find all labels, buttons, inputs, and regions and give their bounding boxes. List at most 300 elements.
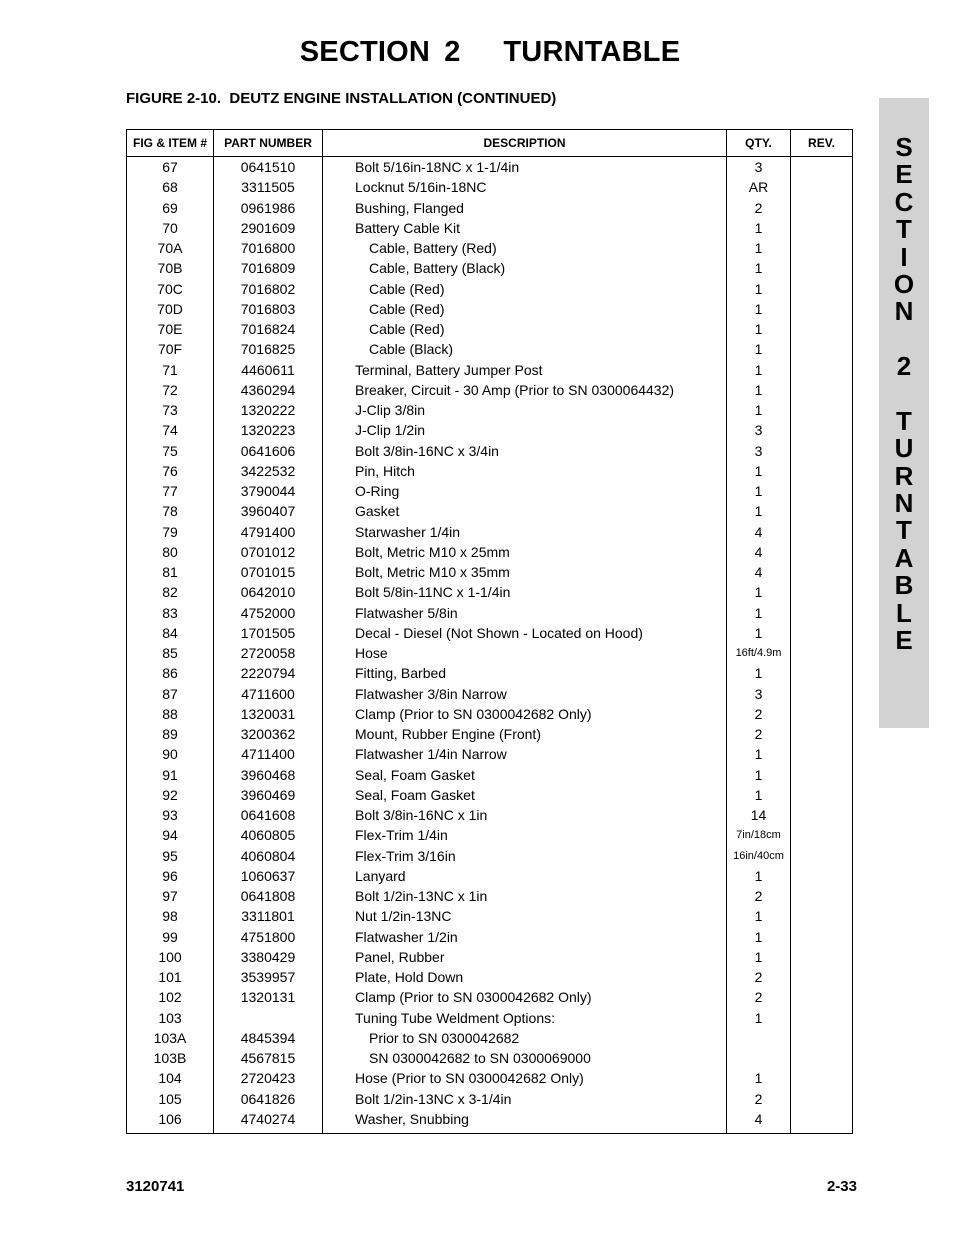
description-cell: Starwasher 1/4in xyxy=(323,522,727,542)
table-row xyxy=(127,441,853,461)
part-number-cell: 2901609 xyxy=(214,218,323,238)
part-number-cell: 0701012 xyxy=(214,542,323,562)
table-row xyxy=(127,663,853,683)
qty-cell: 2 xyxy=(727,724,791,744)
qty-cell: 1 xyxy=(727,1068,791,1088)
qty-cell: 1 xyxy=(727,299,791,319)
part-number-cell: 4740274 xyxy=(214,1109,323,1134)
part-number-cell: 3960469 xyxy=(214,785,323,805)
fig-item-cell: 70D xyxy=(127,299,214,319)
part-number-cell: 0961986 xyxy=(214,198,323,218)
fig-item-cell: 104 xyxy=(127,1068,214,1088)
fig-item-cell: 81 xyxy=(127,562,214,582)
description-cell: Flex-Trim 3/16in xyxy=(323,846,727,866)
side-tab-letter: 2 xyxy=(896,351,912,382)
fig-item-cell: 103 xyxy=(127,1008,214,1028)
description-cell: Hose (Prior to SN 0300042682 Only) xyxy=(323,1068,727,1088)
description-cell: Lanyard xyxy=(323,866,727,886)
rev-cell xyxy=(791,744,853,764)
qty-cell: 2 xyxy=(727,1089,791,1109)
table-row xyxy=(127,623,853,643)
fig-item-cell: 89 xyxy=(127,724,214,744)
rev-cell xyxy=(791,906,853,926)
rev-cell xyxy=(791,805,853,825)
part-number-cell: 0642010 xyxy=(214,582,323,602)
side-tab-letter: U xyxy=(894,433,914,464)
fig-item-cell: 77 xyxy=(127,481,214,501)
qty-cell: 1 xyxy=(727,1008,791,1028)
description-cell: Flex-Trim 1/4in xyxy=(323,825,727,845)
rev-cell xyxy=(791,603,853,623)
rev-cell xyxy=(791,582,853,602)
col-header-rev: REV. xyxy=(791,130,853,157)
table-row xyxy=(127,886,853,906)
table-row xyxy=(127,420,853,440)
qty-cell: 1 xyxy=(727,400,791,420)
part-number-cell: 0641808 xyxy=(214,886,323,906)
rev-cell xyxy=(791,481,853,501)
part-number-cell: 3960468 xyxy=(214,765,323,785)
rev-cell xyxy=(791,258,853,278)
part-number-cell: 1320223 xyxy=(214,420,323,440)
table-row xyxy=(127,360,853,380)
qty-cell: 4 xyxy=(727,542,791,562)
table-row xyxy=(127,906,853,926)
description-cell: Bolt 1/2in-13NC x 1in xyxy=(323,886,727,906)
rev-cell xyxy=(791,441,853,461)
qty-cell: 3 xyxy=(727,684,791,704)
description-cell: Bolt 1/2in-13NC x 3-1/4in xyxy=(323,1089,727,1109)
description-cell: Bolt 5/16in-18NC x 1-1/4in xyxy=(323,157,727,178)
table-row xyxy=(127,177,853,197)
part-number-cell: 2220794 xyxy=(214,663,323,683)
description-cell: Cable, Battery (Black) xyxy=(323,258,727,278)
fig-item-cell: 83 xyxy=(127,603,214,623)
rev-cell xyxy=(791,400,853,420)
description-cell: Terminal, Battery Jumper Post xyxy=(323,360,727,380)
side-tab-letter: T xyxy=(896,405,912,436)
description-cell: Cable (Red) xyxy=(323,279,727,299)
part-number-cell: 4460611 xyxy=(214,360,323,380)
qty-cell: 2 xyxy=(727,198,791,218)
qty-cell: 1 xyxy=(727,765,791,785)
qty-cell: 1 xyxy=(727,744,791,764)
qty-cell: 1 xyxy=(727,319,791,339)
table-row xyxy=(127,157,853,178)
part-number-cell: 7016802 xyxy=(214,279,323,299)
rev-cell xyxy=(791,765,853,785)
fig-item-cell: 70A xyxy=(127,238,214,258)
description-cell: Decal - Diesel (Not Shown - Located on Hood) xyxy=(323,623,727,643)
fig-item-cell: 102 xyxy=(127,987,214,1007)
description-cell: Cable (Black) xyxy=(323,339,727,359)
qty-cell: 1 xyxy=(727,461,791,481)
qty-cell xyxy=(727,1028,791,1048)
part-number-cell: 3380429 xyxy=(214,947,323,967)
qty-cell: 3 xyxy=(727,441,791,461)
part-number-cell: 3422532 xyxy=(214,461,323,481)
description-cell: Bolt 3/8in-16NC x 3/4in xyxy=(323,441,727,461)
qty-cell: 1 xyxy=(727,380,791,400)
description-cell: J-Clip 1/2in xyxy=(323,420,727,440)
fig-item-cell: 97 xyxy=(127,886,214,906)
rev-cell xyxy=(791,177,853,197)
part-number-cell: 1701505 xyxy=(214,623,323,643)
qty-cell: 1 xyxy=(727,339,791,359)
description-cell: Cable (Red) xyxy=(323,319,727,339)
rev-cell xyxy=(791,684,853,704)
rev-cell xyxy=(791,866,853,886)
description-cell: Cable (Red) xyxy=(323,299,727,319)
rev-cell xyxy=(791,339,853,359)
rev-cell xyxy=(791,1068,853,1088)
qty-cell: 1 xyxy=(727,866,791,886)
part-number-cell: 1320131 xyxy=(214,987,323,1007)
table-row xyxy=(127,643,853,663)
rev-cell xyxy=(791,522,853,542)
description-cell: Bushing, Flanged xyxy=(323,198,727,218)
rev-cell xyxy=(791,1048,853,1068)
part-number-cell: 4060804 xyxy=(214,846,323,866)
side-tab-letter: O xyxy=(893,268,915,299)
qty-cell: 1 xyxy=(727,501,791,521)
side-tab-letter: E xyxy=(895,159,913,190)
part-number-cell: 1320222 xyxy=(214,400,323,420)
fig-item-cell: 70 xyxy=(127,218,214,238)
fig-item-cell: 94 xyxy=(127,825,214,845)
table-row xyxy=(127,198,853,218)
side-tab-letter: N xyxy=(894,296,914,327)
description-cell: Panel, Rubber xyxy=(323,947,727,967)
table-row xyxy=(127,704,853,724)
fig-item-cell: 68 xyxy=(127,177,214,197)
fig-item-cell: 78 xyxy=(127,501,214,521)
table-row xyxy=(127,542,853,562)
description-cell: Clamp (Prior to SN 0300042682 Only) xyxy=(323,987,727,1007)
col-header-fig-item: FIG & ITEM # xyxy=(127,130,214,157)
part-number-cell: 4752000 xyxy=(214,603,323,623)
description-cell: Bolt 3/8in-16NC x 1in xyxy=(323,805,727,825)
part-number-cell: 2720423 xyxy=(214,1068,323,1088)
fig-item-cell: 69 xyxy=(127,198,214,218)
qty-cell: 1 xyxy=(727,603,791,623)
fig-item-cell: 67 xyxy=(127,157,214,178)
rev-cell xyxy=(791,643,853,663)
table-row xyxy=(127,481,853,501)
table-row xyxy=(127,562,853,582)
part-number-cell: 7016824 xyxy=(214,319,323,339)
description-cell: Bolt, Metric M10 x 25mm xyxy=(323,542,727,562)
table-row xyxy=(127,724,853,744)
rev-cell xyxy=(791,1109,853,1134)
part-number-cell: 3790044 xyxy=(214,481,323,501)
table-row xyxy=(127,987,853,1007)
table-row xyxy=(127,765,853,785)
qty-cell xyxy=(727,1048,791,1068)
fig-item-cell: 82 xyxy=(127,582,214,602)
side-tab-letter: C xyxy=(894,186,914,217)
part-number-cell: 0641510 xyxy=(214,157,323,178)
part-number-cell: 4360294 xyxy=(214,380,323,400)
side-tab-letter: E xyxy=(895,625,913,656)
fig-item-cell: 74 xyxy=(127,420,214,440)
table-row xyxy=(127,1089,853,1109)
qty-cell: 3 xyxy=(727,157,791,178)
qty-cell: 1 xyxy=(727,360,791,380)
fig-item-cell: 85 xyxy=(127,643,214,663)
fig-item-cell: 98 xyxy=(127,906,214,926)
section-side-tab xyxy=(879,98,929,728)
rev-cell xyxy=(791,319,853,339)
description-cell: Bolt 5/8in-11NC x 1-1/4in xyxy=(323,582,727,602)
part-number-cell: 4751800 xyxy=(214,927,323,947)
part-number-cell: 7016809 xyxy=(214,258,323,278)
description-cell: J-Clip 3/8in xyxy=(323,400,727,420)
qty-cell: 1 xyxy=(727,663,791,683)
col-header-qty: QTY. xyxy=(727,130,791,157)
fig-item-cell: 73 xyxy=(127,400,214,420)
qty-cell: 1 xyxy=(727,481,791,501)
fig-item-cell: 99 xyxy=(127,927,214,947)
description-cell: Flatwasher 5/8in xyxy=(323,603,727,623)
table-row xyxy=(127,400,853,420)
description-cell: SN 0300042682 to SN 0300069000 xyxy=(323,1048,727,1068)
fig-item-cell: 93 xyxy=(127,805,214,825)
part-number-cell: 0641826 xyxy=(214,1089,323,1109)
description-cell: Plate, Hold Down xyxy=(323,967,727,987)
section-title: SECTION 2 TURNTABLE xyxy=(299,36,681,68)
rev-cell xyxy=(791,279,853,299)
fig-item-cell: 71 xyxy=(127,360,214,380)
fig-item-cell: 101 xyxy=(127,967,214,987)
side-tab-letter: S xyxy=(895,132,913,162)
description-cell: Pin, Hitch xyxy=(323,461,727,481)
table-row xyxy=(127,1048,853,1068)
qty-cell: 16in/40cm xyxy=(727,846,791,866)
fig-item-cell: 88 xyxy=(127,704,214,724)
description-cell: Flatwasher 1/4in Narrow xyxy=(323,744,727,764)
fig-item-cell: 103A xyxy=(127,1028,214,1048)
description-cell: Seal, Foam Gasket xyxy=(323,785,727,805)
rev-cell xyxy=(791,623,853,643)
description-cell: Flatwasher 3/8in Narrow xyxy=(323,684,727,704)
description-cell: Breaker, Circuit - 30 Amp (Prior to SN 0300064432) xyxy=(323,380,727,400)
side-tab-letter: T xyxy=(896,515,912,546)
fig-item-cell: 87 xyxy=(127,684,214,704)
qty-cell: 2 xyxy=(727,704,791,724)
side-tab-letter: A xyxy=(894,542,914,573)
qty-cell: 1 xyxy=(727,238,791,258)
table-header-row xyxy=(127,130,853,157)
table-row xyxy=(127,238,853,258)
description-cell: Flatwasher 1/2in xyxy=(323,927,727,947)
table-row xyxy=(127,744,853,764)
rev-cell xyxy=(791,562,853,582)
fig-item-cell: 70E xyxy=(127,319,214,339)
document-number: 3120741 xyxy=(126,1178,185,1195)
fig-item-cell: 72 xyxy=(127,380,214,400)
rev-cell xyxy=(791,198,853,218)
qty-cell: 2 xyxy=(727,967,791,987)
part-number-cell: 4060805 xyxy=(214,825,323,845)
part-number-cell: 0641608 xyxy=(214,805,323,825)
qty-cell: 4 xyxy=(727,1109,791,1134)
table-row xyxy=(127,1028,853,1048)
rev-cell xyxy=(791,825,853,845)
part-number-cell: 0701015 xyxy=(214,562,323,582)
table-row xyxy=(127,522,853,542)
qty-cell: 1 xyxy=(727,279,791,299)
table-row xyxy=(127,846,853,866)
table-row xyxy=(127,825,853,845)
qty-cell: 4 xyxy=(727,562,791,582)
rev-cell xyxy=(791,1028,853,1048)
side-tab-letter: B xyxy=(894,570,914,601)
fig-item-cell: 76 xyxy=(127,461,214,481)
part-number-cell: 7016800 xyxy=(214,238,323,258)
qty-cell: 1 xyxy=(727,623,791,643)
rev-cell xyxy=(791,420,853,440)
qty-cell: 2 xyxy=(727,886,791,906)
fig-item-cell: 105 xyxy=(127,1089,214,1109)
qty-cell: 1 xyxy=(727,582,791,602)
fig-item-cell: 70F xyxy=(127,339,214,359)
description-cell: Prior to SN 0300042682 xyxy=(323,1028,727,1048)
fig-item-cell: 70C xyxy=(127,279,214,299)
description-cell: Washer, Snubbing xyxy=(323,1109,727,1134)
description-cell: Bolt, Metric M10 x 35mm xyxy=(323,562,727,582)
fig-item-cell: 106 xyxy=(127,1109,214,1134)
qty-cell: 1 xyxy=(727,785,791,805)
rev-cell xyxy=(791,1089,853,1109)
fig-item-cell: 86 xyxy=(127,663,214,683)
fig-item-cell: 90 xyxy=(127,744,214,764)
fig-item-cell: 100 xyxy=(127,947,214,967)
description-cell: Battery Cable Kit xyxy=(323,218,727,238)
rev-cell xyxy=(791,785,853,805)
table-row xyxy=(127,319,853,339)
part-number-cell: 0641606 xyxy=(214,441,323,461)
col-header-description: DESCRIPTION xyxy=(323,130,727,157)
description-cell: O-Ring xyxy=(323,481,727,501)
part-number-cell: 7016803 xyxy=(214,299,323,319)
part-number-cell: 4845394 xyxy=(214,1028,323,1048)
table-row xyxy=(127,299,853,319)
description-cell: Fitting, Barbed xyxy=(323,663,727,683)
rev-cell xyxy=(791,218,853,238)
rev-cell xyxy=(791,663,853,683)
fig-item-cell: 92 xyxy=(127,785,214,805)
table-row xyxy=(127,380,853,400)
rev-cell xyxy=(791,461,853,481)
table-row xyxy=(127,947,853,967)
side-tab-letter: R xyxy=(894,460,914,491)
description-cell: Locknut 5/16in-18NC xyxy=(323,177,727,197)
rev-cell xyxy=(791,846,853,866)
qty-cell: 4 xyxy=(727,522,791,542)
side-tab-letter: N xyxy=(894,488,914,519)
rev-cell xyxy=(791,360,853,380)
description-cell: Hose xyxy=(323,643,727,663)
qty-cell: 3 xyxy=(727,420,791,440)
fig-item-cell: 75 xyxy=(127,441,214,461)
qty-cell: 1 xyxy=(727,906,791,926)
table-row xyxy=(127,501,853,521)
side-tab-letter: L xyxy=(896,597,912,628)
rev-cell xyxy=(791,380,853,400)
description-cell: Clamp (Prior to SN 0300042682 Only) xyxy=(323,704,727,724)
part-number-cell: 1320031 xyxy=(214,704,323,724)
qty-cell: 1 xyxy=(727,258,791,278)
description-cell: Tuning Tube Weldment Options: xyxy=(323,1008,727,1028)
table-row xyxy=(127,866,853,886)
part-number-cell: 4791400 xyxy=(214,522,323,542)
table-row xyxy=(127,805,853,825)
table-row xyxy=(127,603,853,623)
part-number-cell: 4567815 xyxy=(214,1048,323,1068)
table-row xyxy=(127,785,853,805)
part-number-cell: 4711600 xyxy=(214,684,323,704)
rev-cell xyxy=(791,1008,853,1028)
page-number: 2-33 xyxy=(826,1178,857,1195)
fig-item-cell: 84 xyxy=(127,623,214,643)
table-row xyxy=(127,1109,853,1134)
side-tab-letter: I xyxy=(900,241,908,272)
rev-cell xyxy=(791,238,853,258)
parts-table xyxy=(126,129,853,1134)
qty-cell: 1 xyxy=(727,218,791,238)
rev-cell xyxy=(791,987,853,1007)
description-cell: Nut 1/2in-13NC xyxy=(323,906,727,926)
description-cell: Cable, Battery (Red) xyxy=(323,238,727,258)
qty-cell: 1 xyxy=(727,947,791,967)
part-number-cell xyxy=(214,1008,323,1028)
rev-cell xyxy=(791,967,853,987)
fig-item-cell: 91 xyxy=(127,765,214,785)
side-tab-letters xyxy=(879,134,929,654)
table-row xyxy=(127,461,853,481)
table-row xyxy=(127,967,853,987)
part-number-cell: 3960407 xyxy=(214,501,323,521)
rev-cell xyxy=(791,927,853,947)
table-row xyxy=(127,218,853,238)
rev-cell xyxy=(791,299,853,319)
qty-cell: 16ft/4.9m xyxy=(727,643,791,663)
part-number-cell: 3539957 xyxy=(214,967,323,987)
table-row xyxy=(127,582,853,602)
rev-cell xyxy=(791,157,853,178)
fig-item-cell: 80 xyxy=(127,542,214,562)
rev-cell xyxy=(791,724,853,744)
fig-item-cell: 79 xyxy=(127,522,214,542)
part-number-cell: 3200362 xyxy=(214,724,323,744)
col-header-part-number: PART NUMBER xyxy=(214,130,323,157)
rev-cell xyxy=(791,542,853,562)
table-row xyxy=(127,339,853,359)
rev-cell xyxy=(791,501,853,521)
qty-cell: AR xyxy=(727,177,791,197)
part-number-cell: 3311801 xyxy=(214,906,323,926)
qty-cell: 2 xyxy=(727,987,791,1007)
table-row xyxy=(127,1068,853,1088)
fig-item-cell: 95 xyxy=(127,846,214,866)
description-cell: Gasket xyxy=(323,501,727,521)
fig-item-cell: 96 xyxy=(127,866,214,886)
table-row xyxy=(127,258,853,278)
figure-title: FIGURE 2-10. DEUTZ ENGINE INSTALLATION (CONTINUED) xyxy=(126,90,557,107)
part-number-cell: 3311505 xyxy=(214,177,323,197)
qty-cell: 7in/18cm xyxy=(727,825,791,845)
